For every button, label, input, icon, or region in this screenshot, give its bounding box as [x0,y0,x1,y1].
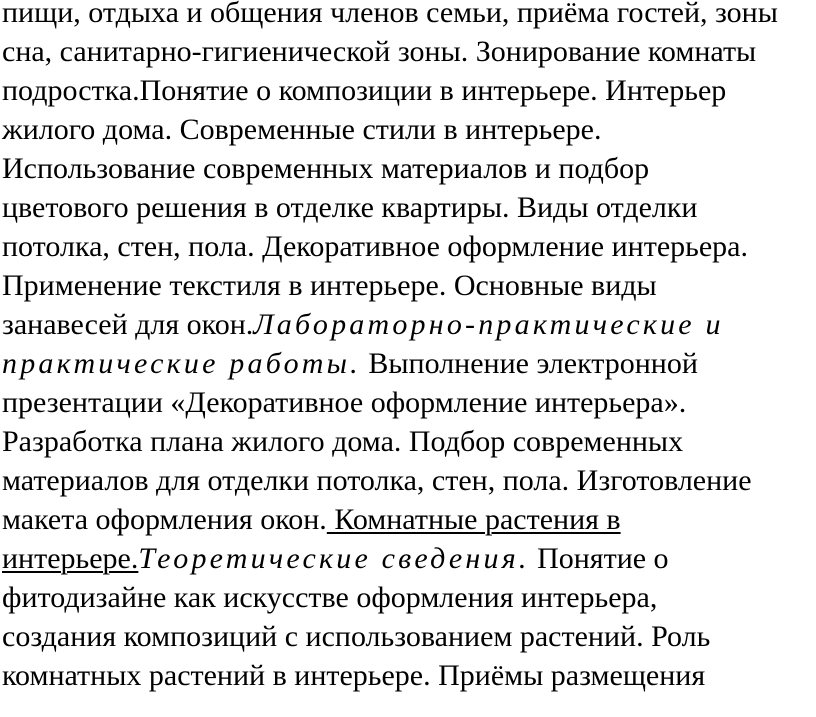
text-run: подростка.Понятие о композиции в интерьере. Интерьер [2,74,727,107]
italic-heading: Лабораторно-практические и [253,308,724,341]
text-line [2,150,649,189]
text-run: цветового решения в отделке квартиры. Виды отделки [2,191,698,224]
text-line [2,345,698,384]
text-run: фитодизайне как искусстве оформления интерьера, [2,581,658,614]
text-run: макета оформления окон. [2,503,327,536]
text-run: создания композиций с использованием растений. Роль [2,620,711,653]
underlined-heading: интерьере. [2,542,139,575]
text-line [2,33,756,72]
text-run: сна, санитарно-гигиенической зоны. Зонирование комнаты [2,35,757,68]
text-run: Использование современных материалов и подбор [2,152,650,185]
text-run: пищи, отдыха и общения членов семьи, приёма гостей, зоны [2,0,778,29]
text-run: комнатных растений в интерьере. Приёмы размещения [2,659,706,692]
text-line [2,423,683,462]
text-line [2,618,710,657]
italic-heading: Теоретические сведения. [138,542,530,575]
text-run: Применение текстиля в интерьере. Основные виды [2,269,657,302]
underlined-heading: Комнатные растения в [326,503,621,536]
text-run: потолка, стен, пола. Декоративное оформление интерьера. [2,230,748,263]
text-run: Выполнение электронной [360,347,698,380]
text-run: Понятие о [529,542,669,575]
text-line [2,189,697,228]
text-line [2,501,621,540]
text-line [2,462,752,501]
text-run: занавесей для окон. [2,308,254,341]
text-line [2,0,778,33]
text-line [2,72,726,111]
text-line [2,306,724,345]
text-line [2,579,657,618]
italic-heading: практические работы. [2,347,361,380]
text-line [2,540,669,579]
text-run: материалов для отделки потолка, стен, пола. Изготовление [2,464,752,497]
text-run: жилого дома. Современные стили в интерьере. [2,113,602,146]
text-line [2,384,686,423]
text-line [2,657,705,696]
text-line [2,267,657,306]
text-run: Разработка плана жилого дома. Подбор современных [2,425,684,458]
text-line [2,111,602,150]
text-line [2,228,748,267]
text-run: презентации «Декоративное оформление интерьера». [2,386,687,419]
